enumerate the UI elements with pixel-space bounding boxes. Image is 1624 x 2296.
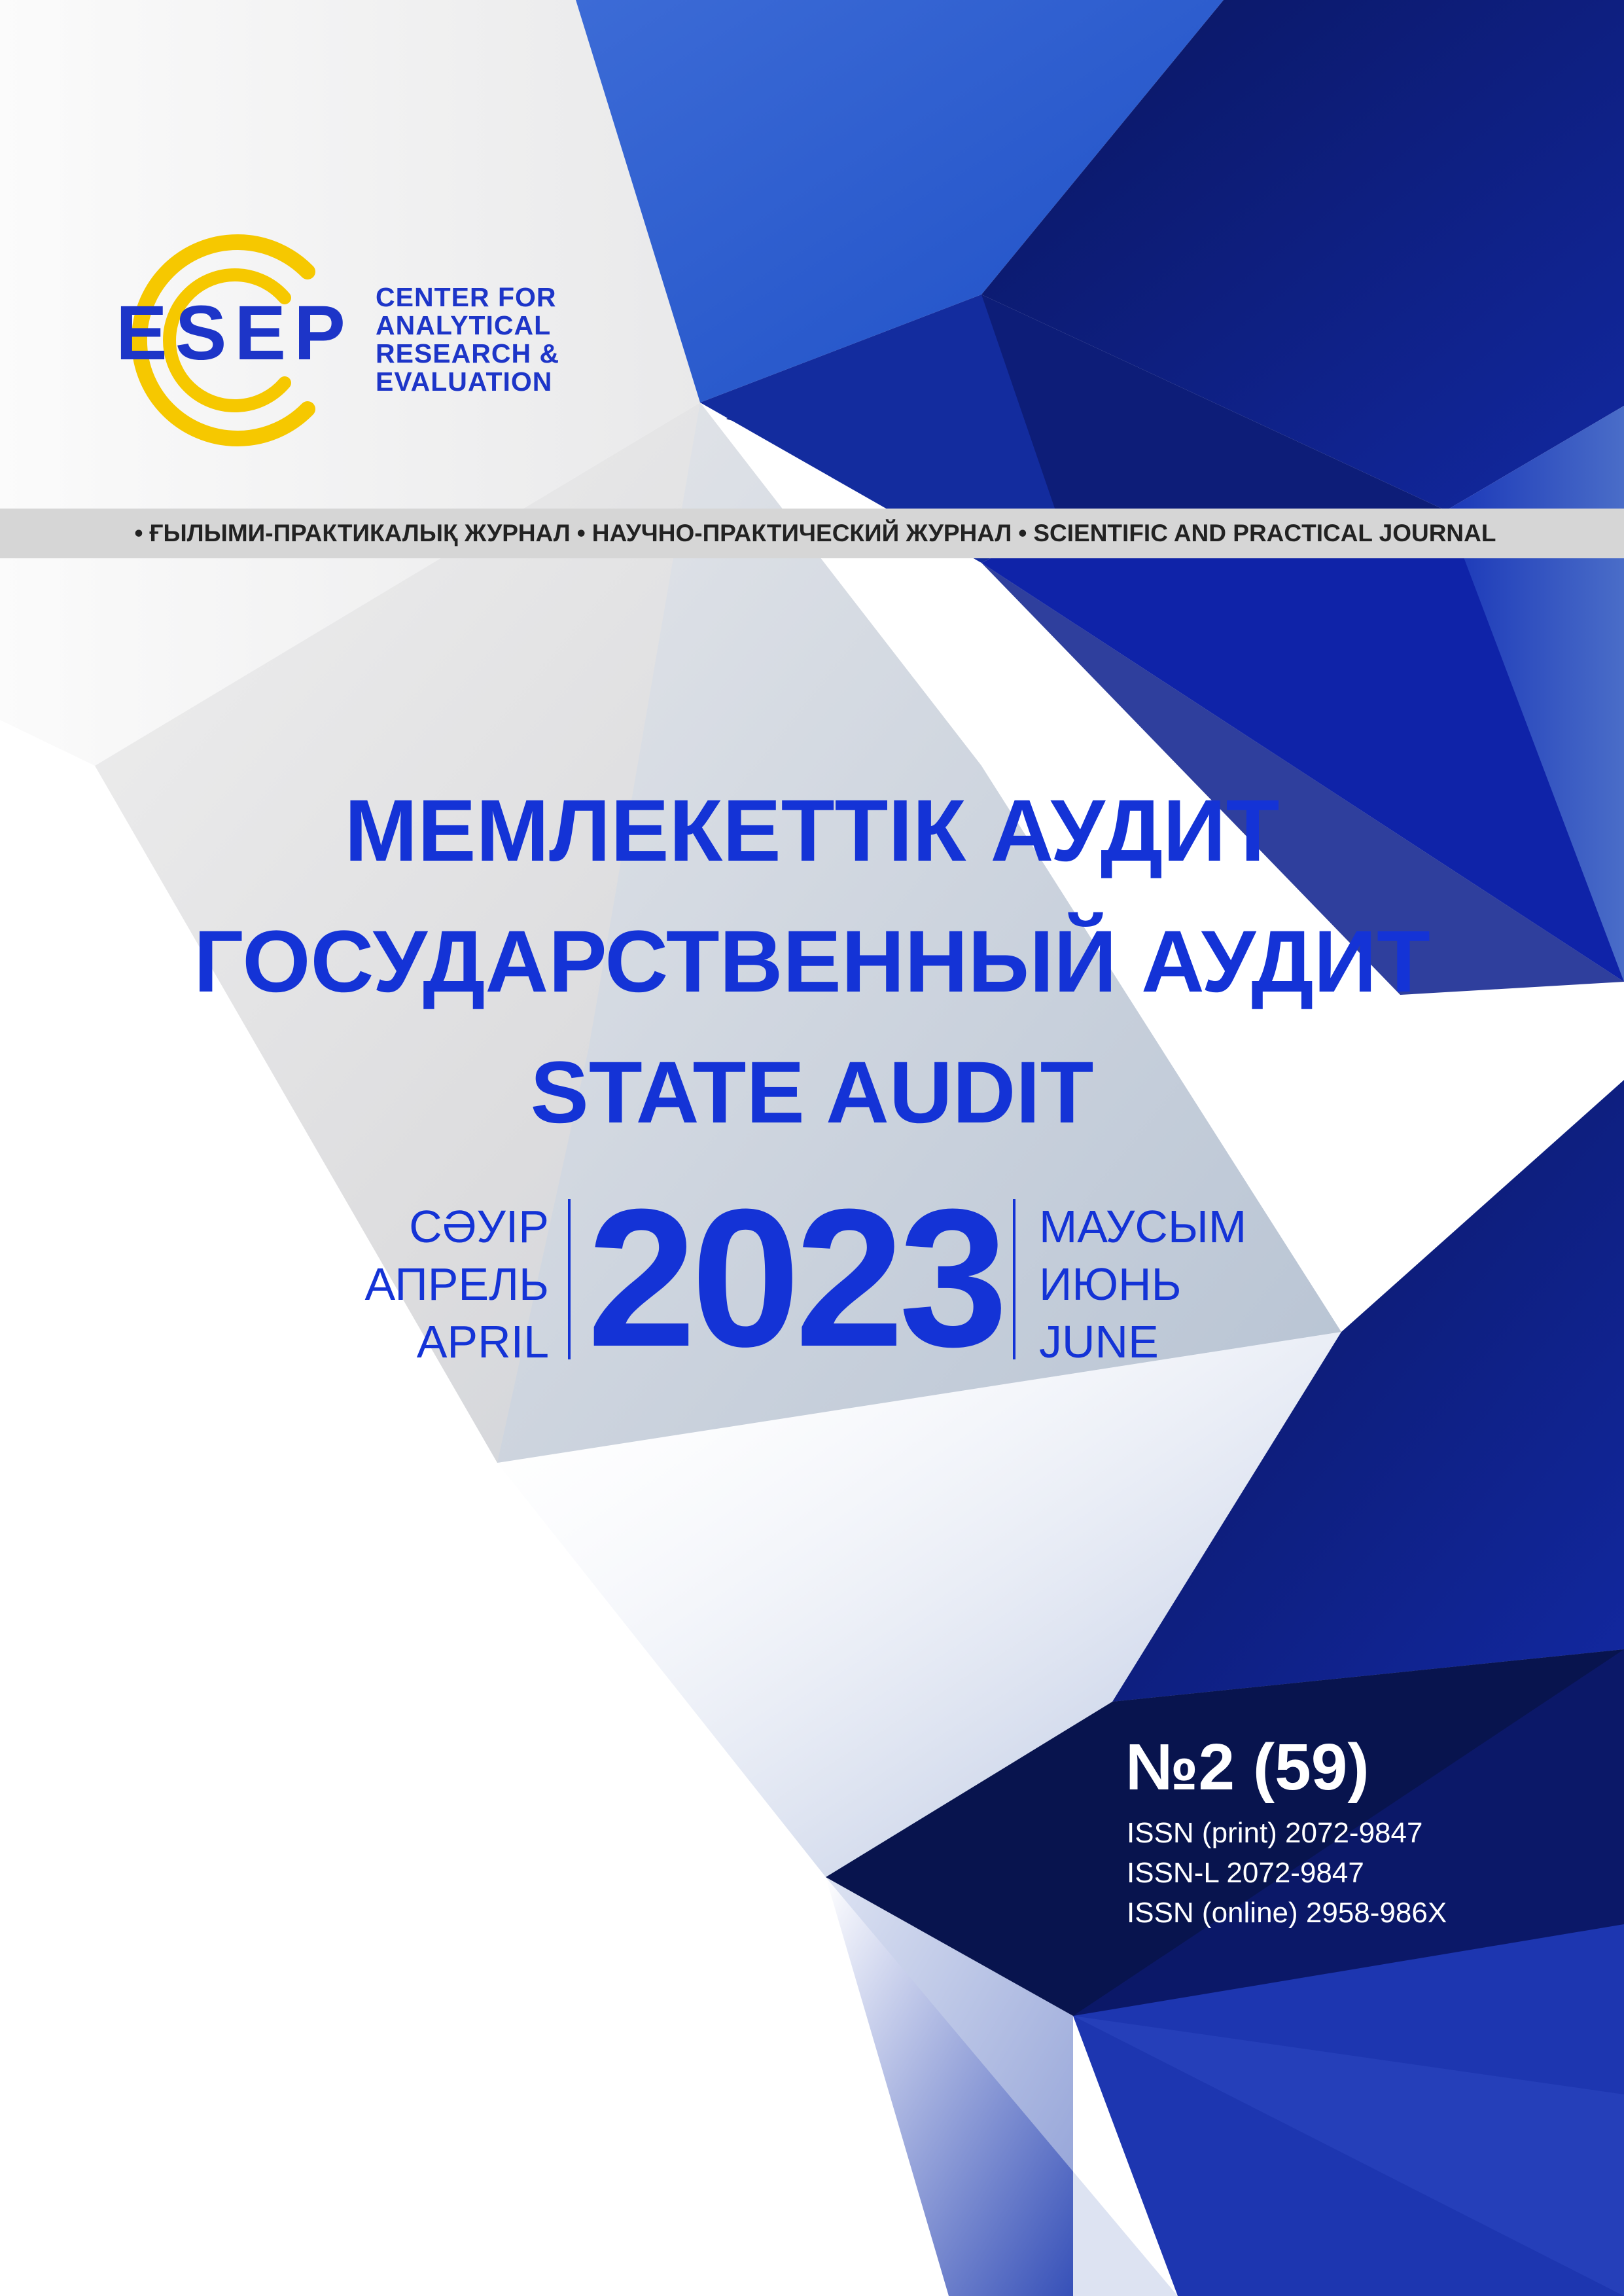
bullet: •: [1018, 520, 1027, 547]
end-months: [1039, 1198, 1246, 1371]
title-ru: ГОСУДАРСТВЕННЫЙ АУДИТ: [194, 913, 1430, 1011]
divider-left: [568, 1199, 571, 1359]
end-month-ru: ИЮНЬ: [1039, 1259, 1182, 1310]
journal-type-kz: ҒЫЛЫМИ-ПРАКТИКАЛЫҚ ЖУРНАЛ: [149, 520, 571, 547]
issue-year: 2023: [587, 1168, 1003, 1388]
title-kz: МЕМЛЕКЕТТІК АУДИТ: [344, 782, 1280, 880]
end-month-en: JUNE: [1039, 1316, 1159, 1367]
issn-print: ISSN (print) 2072-9847: [1127, 1817, 1423, 1849]
journal-type-en: SCIENTIFIC AND PRACTICAL JOURNAL: [1033, 520, 1496, 547]
title-en: STATE AUDIT: [530, 1044, 1094, 1141]
issn-block: [1127, 1813, 1447, 1933]
logo-tagline: [376, 283, 559, 396]
start-months: [365, 1198, 549, 1371]
journal-type-ru: НАУЧНО-ПРАКТИЧЕСКИЙ ЖУРНАЛ: [591, 520, 1012, 547]
end-month-kz: МАУСЫМ: [1039, 1201, 1247, 1252]
logo-tagline-line: RESEARCH &: [376, 338, 560, 368]
issue-period: [0, 1168, 1624, 1388]
bullet: •: [576, 520, 586, 547]
divider-right: [1013, 1199, 1015, 1359]
start-month-ru: АПРЕЛЬ: [364, 1259, 549, 1310]
logo-tagline-line: ANALYTICAL: [376, 310, 552, 340]
journal-type-band: [0, 509, 1624, 558]
logo-tagline-line: EVALUATION: [376, 367, 553, 397]
logo-wordmark: ESEP: [116, 290, 353, 376]
logo-tagline-line: CENTER FOR: [376, 282, 557, 312]
esep-logo: [111, 226, 582, 448]
journal-titles: [0, 766, 1624, 1158]
issue-number: №2 (59): [1125, 1731, 1369, 1804]
issn-l: ISSN-L 2072-9847: [1127, 1857, 1364, 1889]
start-month-kz: СӘУІР: [409, 1201, 549, 1252]
issn-online: ISSN (online) 2958-986X: [1127, 1897, 1447, 1929]
start-month-en: APRIL: [416, 1316, 549, 1367]
bullet: •: [134, 520, 143, 547]
